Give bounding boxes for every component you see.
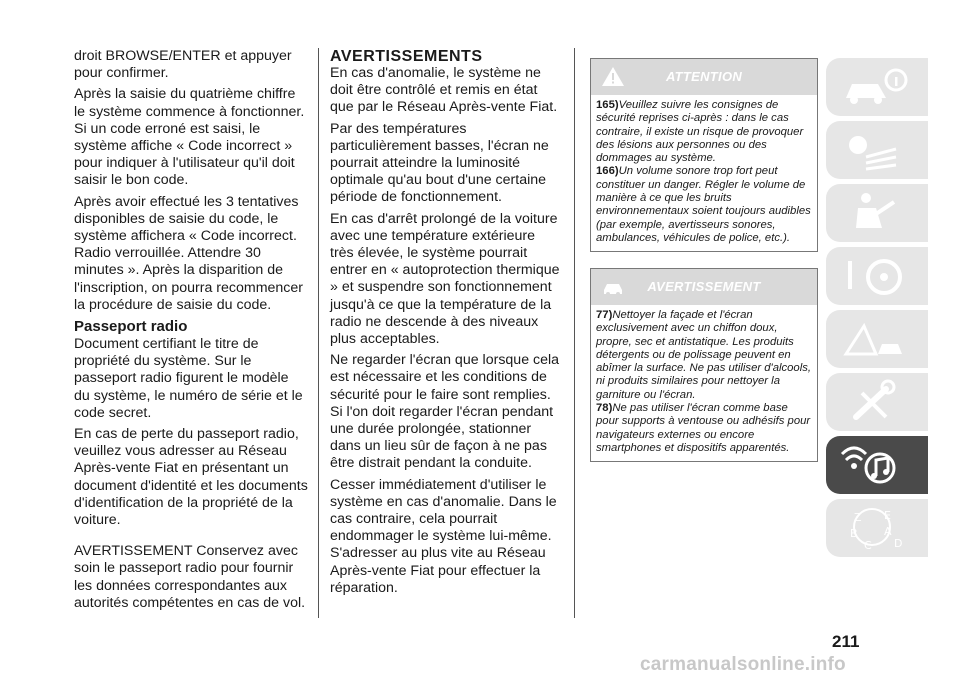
- tab-maintenance[interactable]: [826, 373, 928, 431]
- page-number: 211: [832, 632, 860, 651]
- column-divider: [574, 48, 575, 618]
- attention-title: ATTENTION: [665, 69, 743, 84]
- car-info-icon: [836, 62, 916, 112]
- note-text: Nettoyer la façade et l'écran exclusivement avec un chiffon doux, propre, sec et antistatique. Les produits détergents ou de polissage peuvent en abîmer la surface. Ne pas utiliser d'alcools, ni produits similaires pour nettoyer la garniture ou l'écran.: [596, 309, 812, 401]
- paragraph: Ne regarder l'écran que lorsque cela est nécessaire et les conditions de sécurité pour le faire sont remplies. Si l'on doit regarder l'écran pendant une durée prolongée, stationner dans un lieu sûr de façon à ne pas être distrait pendant la conduite.: [330, 352, 560, 472]
- avertissement-box: [590, 268, 818, 462]
- multimedia-icon: [836, 440, 916, 490]
- paragraph: Document certifiant le titre de propriété du système. Sur le passeport radio figurent le modèle du système, le numéro de série et le code secret.: [74, 336, 303, 421]
- paragraph: Après avoir effectué les 3 tentatives disponibles de saisie du code, le système affichera « Code incorrect. Radio verrouillée. Attendre 30 minutes ». Après la disparition de l'inscription, on pourra recommencer la procédure de saisie du code.: [74, 193, 304, 313]
- tab-dashboard[interactable]: [826, 121, 928, 179]
- middle-column: [330, 48, 562, 601]
- tab-driving[interactable]: [826, 247, 928, 305]
- left-column: [74, 48, 308, 616]
- note-number: 165): [596, 99, 619, 111]
- attention-body: [591, 95, 817, 251]
- tab-emergency[interactable]: [826, 310, 928, 368]
- svg-text:A: A: [884, 525, 892, 538]
- paragraph: droit BROWSE/ENTER et appuyer pour confirmer.: [74, 48, 292, 82]
- tab-safety[interactable]: [826, 184, 928, 242]
- paragraph: En cas d'anomalie, le système ne doit être contrôlé et remis en état que par le Réseau Après-vente Fiat.: [330, 65, 558, 116]
- attention-box: [590, 58, 818, 252]
- steering-wheel-icon: [836, 251, 916, 301]
- svg-text:B: B: [850, 527, 858, 540]
- note-number: 77): [596, 309, 613, 321]
- tab-multimedia[interactable]: [826, 436, 928, 494]
- note-text: Veuillez suivre les consignes de sécurité reprises ci-après : dans le cas contraire, il existe un risque de provoquer des lésions aux personnes ou des dommages au système.: [596, 99, 804, 165]
- paragraph: AVERTISSEMENT Conservez avec soin le passeport radio pour fournir les données correspondantes aux autorités compétentes en cas de vol.: [74, 543, 306, 611]
- svg-text:D: D: [894, 537, 903, 550]
- note-text: Un volume sonore trop fort peut constituer un danger. Régler le volume de manière à ce que les bruits environnementaux soient toujours audibles (par exemple, avertisseurs sonores, ambulances, véhicules de police, etc.).: [596, 165, 811, 244]
- paragraph: Cesser immédiatement d'utiliser le système en cas d'anomalie. Dans le cas contraire, cela pourrait endommager le système lui-même. S'adresser au plus vite au Réseau Après-vente Fiat pour effectuer la réparation.: [330, 476, 557, 596]
- alphabetical-index-icon: [836, 503, 916, 553]
- svg-text:Z: Z: [854, 511, 862, 524]
- note-text: Ne pas utiliser l'écran comme base pour supports à ventouse ou adhésifs pour navigateurs externes ou encore smartphones et dispositifs apparentés.: [596, 402, 811, 454]
- note-number: 78): [596, 402, 613, 415]
- chapter-tabs: [826, 58, 928, 562]
- section-heading-passport: Passeport radio: [74, 318, 188, 336]
- avertissement-body: [591, 305, 817, 461]
- note-number: 166): [596, 165, 619, 178]
- avertissement-title: AVERTISSEMENT: [647, 279, 761, 294]
- svg-text:C: C: [864, 539, 872, 552]
- tools-wrench-icon: [836, 377, 916, 427]
- paragraph: En cas d'arrêt prolongé de la voiture avec une température extérieure très élevée, le système pourrait entrer en « autoprotection thermique » et suspendre son fonctionnement jusqu'à ce que la température de la radio ne descende à des niveaux plus acceptables.: [330, 210, 560, 348]
- avertissement-header: [591, 269, 817, 305]
- warning-triangle-car-icon: [836, 314, 916, 364]
- dashboard-lights-icon: [836, 125, 916, 175]
- column-divider: [318, 48, 319, 618]
- seat-airbag-icon: [836, 188, 916, 238]
- svg-text:E: E: [884, 509, 891, 522]
- tab-car-info[interactable]: [826, 58, 928, 116]
- paragraph: Par des températures particulièrement basses, l'écran ne pourrait atteindre la luminosité optimale qu'au bout d'une certaine période de fonctionnement.: [330, 120, 549, 206]
- tab-index[interactable]: [826, 499, 928, 557]
- paragraph: En cas de perte du passeport radio, veuillez vous adresser au Réseau Après-vente Fiat en présentant un document d'identité et les documents d'identification de la propriété de la voiture.: [74, 426, 308, 529]
- watermark: carmanualsonline.info: [640, 654, 846, 675]
- paragraph: Après la saisie du quatrième chiffre le système commence à fonctionner. Si un code erroné est saisi, le système affiche « Code incorrect » pour indiquer à l'utilisateur qu'il doit saisir le bon code.: [74, 86, 305, 189]
- section-heading-warnings: AVERTISSEMENTS: [330, 48, 483, 65]
- attention-header: [591, 59, 817, 95]
